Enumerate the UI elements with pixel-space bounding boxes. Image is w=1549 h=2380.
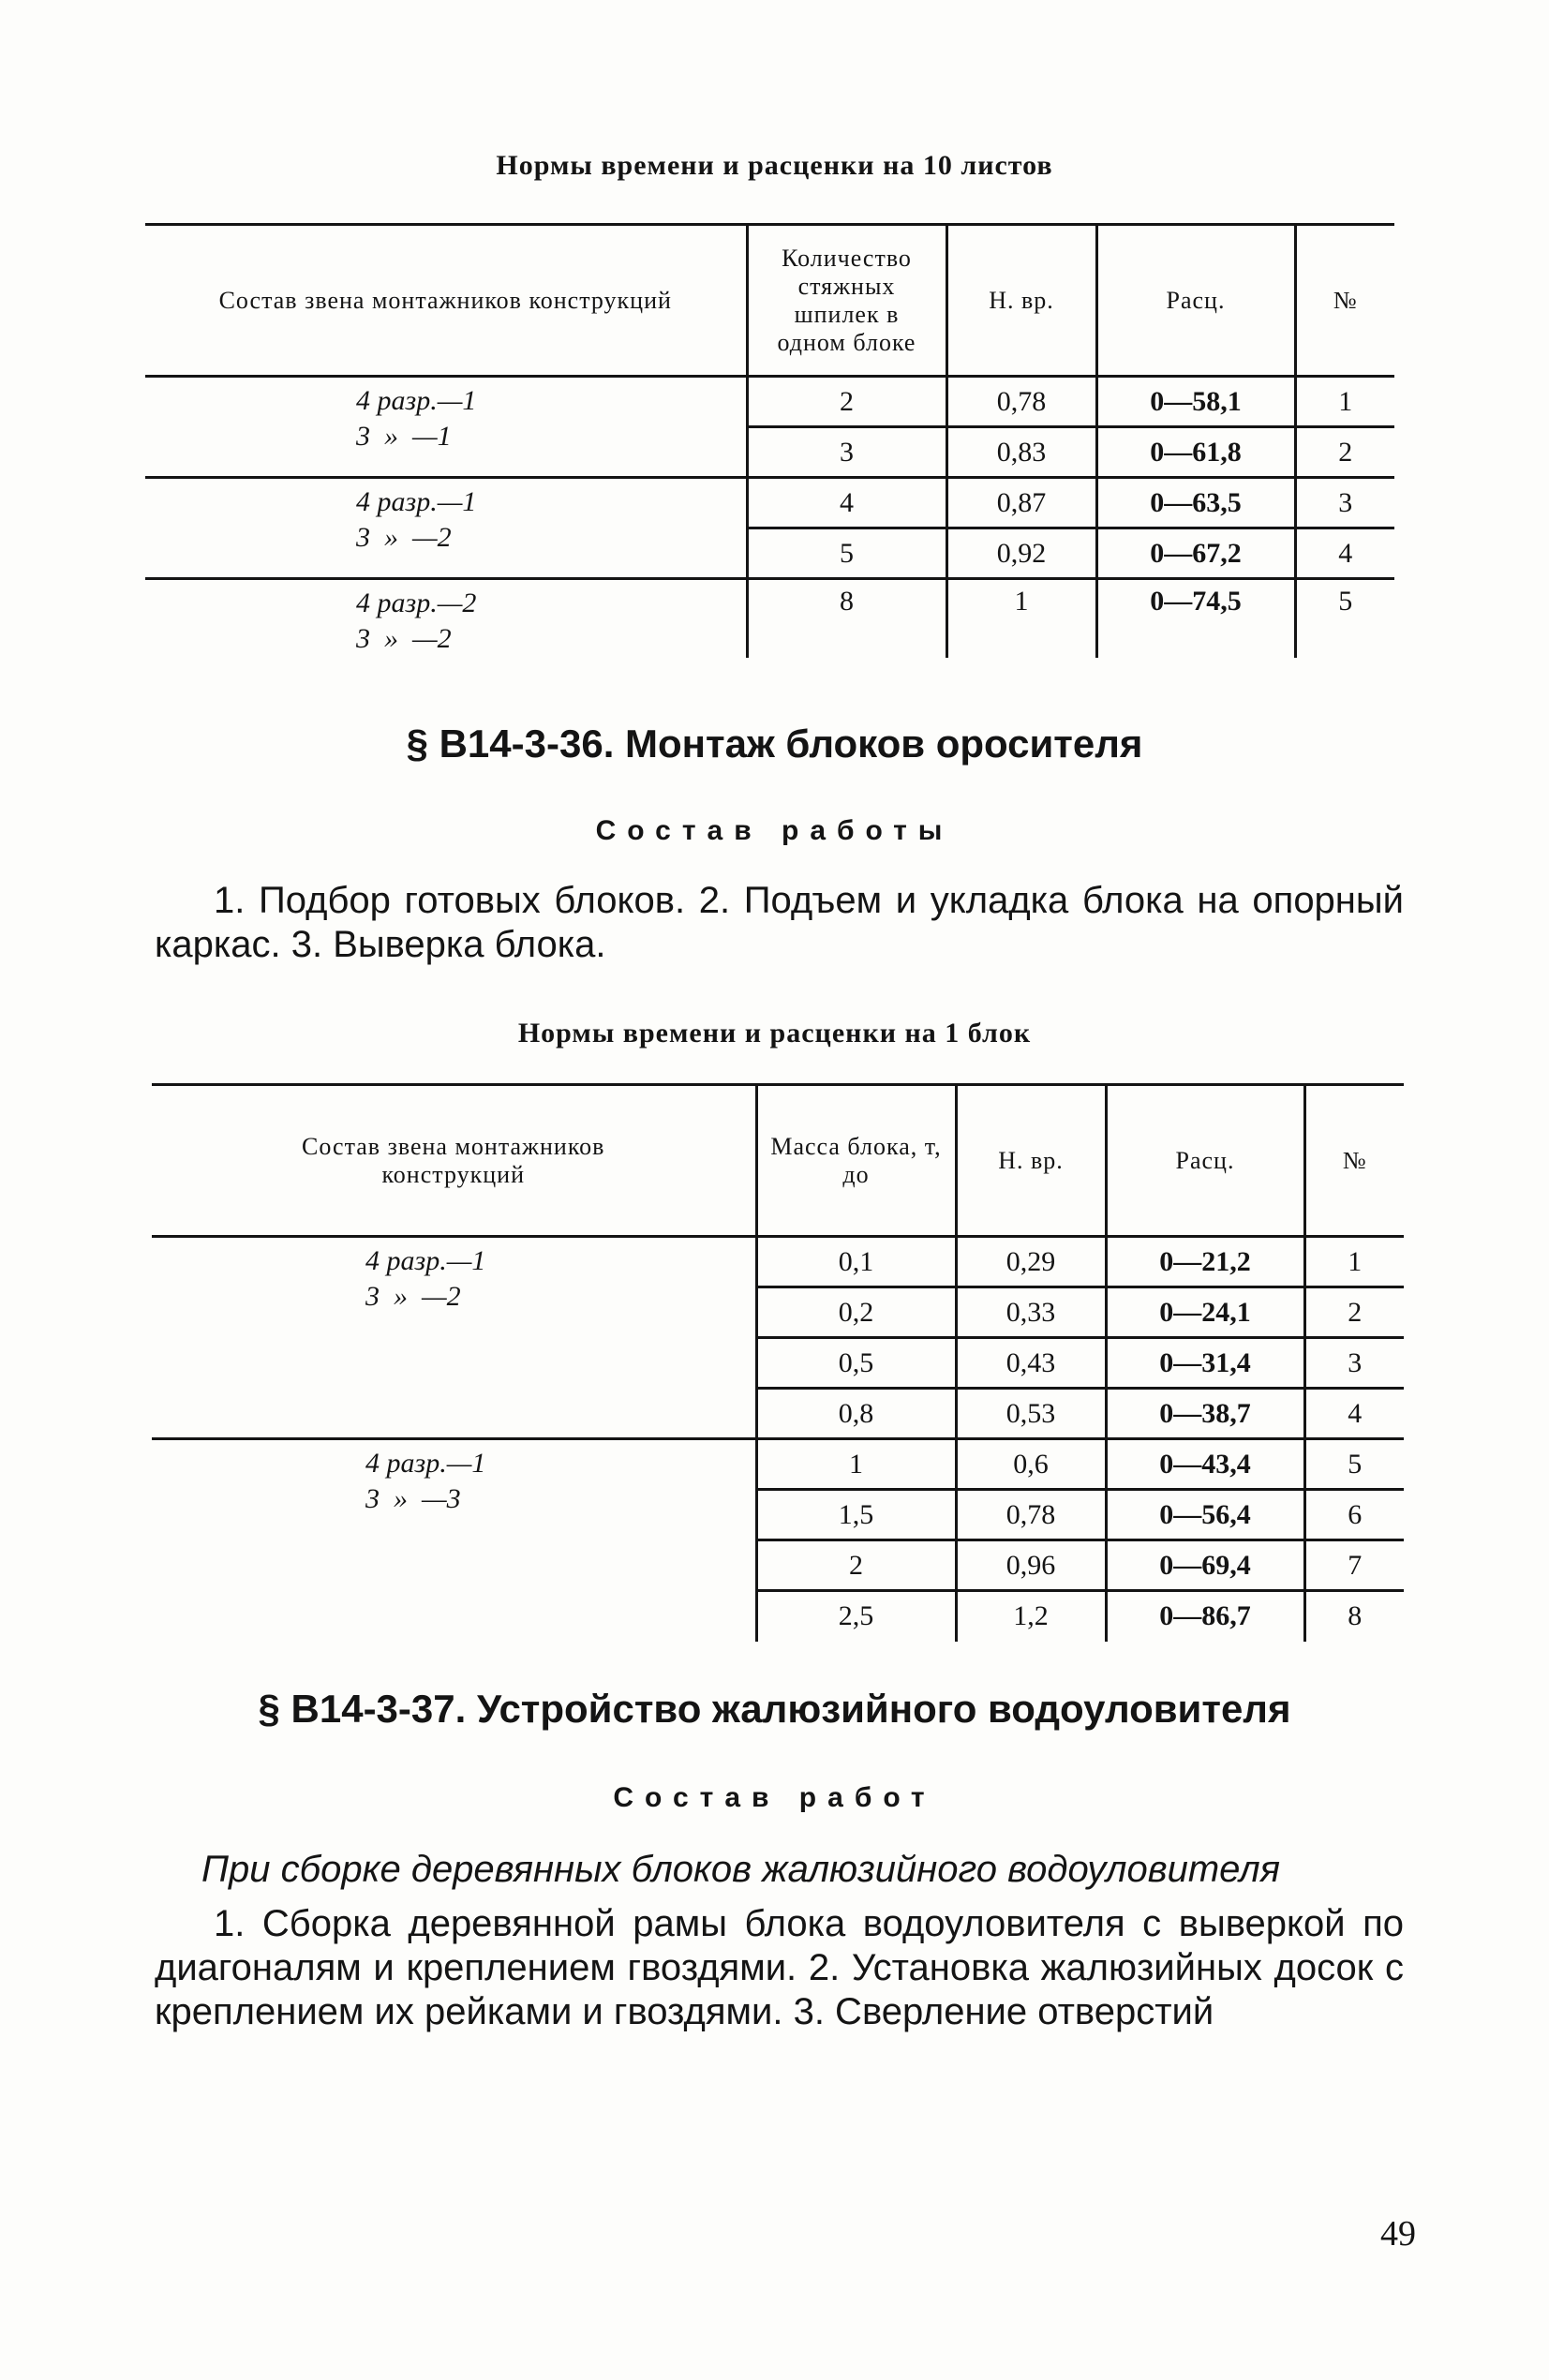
table2-rasc: 0—21,2 xyxy=(1106,1237,1304,1287)
table1-num: 3 xyxy=(1295,478,1394,528)
table1-nvr: 0,92 xyxy=(946,528,1096,579)
table1-crew-1 xyxy=(145,377,747,478)
table1-nvr: 0,87 xyxy=(946,478,1096,528)
table1-num: 4 xyxy=(1295,528,1394,579)
section37-italic-line: При сборке деревянных блоков жалюзийного водоуловителя xyxy=(201,1849,1281,1890)
table1-caption: Нормы времени и расценки на 10 листов xyxy=(496,150,1053,181)
table-row xyxy=(152,1439,1404,1490)
table1-header-num: № xyxy=(1295,225,1394,377)
table1-num: 1 xyxy=(1295,377,1394,427)
section36-heading: § В14-3-36. Монтаж блоков оросителя xyxy=(406,721,1143,766)
table2-mass: 2,5 xyxy=(756,1591,956,1642)
table1-header-qty: Количество стяжных шпилек в одном блоке xyxy=(747,225,946,377)
table2-mass: 1 xyxy=(756,1439,956,1490)
table-row xyxy=(152,1237,1404,1287)
table2-mass: 0,5 xyxy=(756,1338,956,1389)
table2-num: 1 xyxy=(1304,1237,1404,1287)
table1-crew-3 xyxy=(145,579,747,658)
table1-crew-2 xyxy=(145,478,747,579)
section37-subheading: Состав работ xyxy=(613,1782,936,1813)
table2-num: 6 xyxy=(1304,1490,1404,1540)
table-row xyxy=(145,377,1394,427)
crew-line: 4 разр.—1 xyxy=(365,1245,486,1276)
table2-rasc: 0—56,4 xyxy=(1106,1490,1304,1540)
crew-line: 3 » —2 xyxy=(356,522,452,553)
table2-header-crew: Состав звена монтажников конструкций xyxy=(152,1085,756,1237)
table2-nvr: 0,78 xyxy=(956,1490,1106,1540)
table1-nvr: 1 xyxy=(946,579,1096,658)
table2-caption: Нормы времени и расценки на 1 блок xyxy=(517,1018,1032,1049)
table2-header-mass: Масса блока, т, до xyxy=(756,1085,956,1237)
table1-header-rasc: Расц. xyxy=(1096,225,1295,377)
table1-qty: 8 xyxy=(747,579,946,658)
table2-rasc: 0—31,4 xyxy=(1106,1338,1304,1389)
table2-rasc: 0—86,7 xyxy=(1106,1591,1304,1642)
table2-num: 8 xyxy=(1304,1591,1404,1642)
table1-rasc: 0—61,8 xyxy=(1096,427,1295,478)
table2-header-rasc: Расц. xyxy=(1106,1085,1304,1237)
table1-nvr: 0,78 xyxy=(946,377,1096,427)
table2-num: 5 xyxy=(1304,1439,1404,1490)
table1 xyxy=(145,223,1394,658)
table2-mass: 0,2 xyxy=(756,1287,956,1338)
table2-num: 4 xyxy=(1304,1389,1404,1439)
crew-line: 4 разр.—2 xyxy=(356,588,477,618)
table2-mass: 0,1 xyxy=(756,1237,956,1287)
table1-qty: 3 xyxy=(747,427,946,478)
crew-line: 3 » —1 xyxy=(356,421,452,452)
table2-header-nvr: Н. вр. xyxy=(956,1085,1106,1237)
table2-nvr: 0,43 xyxy=(956,1338,1106,1389)
table1-header-nvr: Н. вр. xyxy=(946,225,1096,377)
table2-mass: 1,5 xyxy=(756,1490,956,1540)
table2-crew-2 xyxy=(152,1439,756,1642)
table2-crew-1 xyxy=(152,1237,756,1439)
table1-rasc: 0—74,5 xyxy=(1096,579,1295,658)
table2-rasc: 0—24,1 xyxy=(1106,1287,1304,1338)
table2-rasc: 0—43,4 xyxy=(1106,1439,1304,1490)
table1-qty: 5 xyxy=(747,528,946,579)
table2-nvr: 0,53 xyxy=(956,1389,1106,1439)
table2-mass: 2 xyxy=(756,1540,956,1591)
table2-nvr: 0,29 xyxy=(956,1237,1106,1287)
crew-line: 3 » —2 xyxy=(356,623,452,654)
table1-nvr: 0,83 xyxy=(946,427,1096,478)
crew-line: 3 » —2 xyxy=(365,1281,461,1312)
section36-subheading: Состав работы xyxy=(595,815,954,846)
table1-header-crew: Состав звена монтажников конструкций xyxy=(145,225,747,377)
table2-num: 3 xyxy=(1304,1338,1404,1389)
table1-rasc: 0—67,2 xyxy=(1096,528,1295,579)
section36-text: 1. Подбор готовых блоков. 2. Подъем и укладка блока на опорный каркас. 3. Выверка блока. xyxy=(155,880,1404,965)
table1-qty: 2 xyxy=(747,377,946,427)
section37-heading: § В14-3-37. Устройство жалюзийного водоуловителя xyxy=(258,1687,1291,1731)
table1-num: 5 xyxy=(1295,579,1394,658)
crew-line: 4 разр.—1 xyxy=(356,486,477,517)
section37-text: 1. Сборка деревянной рамы блока водоуловителя с выверкой по диагоналям и креплением гвоздями. 2. Установка жалюзийных досок с креплением их рейками и гвоздями. 3. Сверление отверстий xyxy=(155,1903,1404,2032)
crew-line: 4 разр.—1 xyxy=(365,1448,486,1479)
page-number: 49 xyxy=(1380,2214,1416,2254)
table2-nvr: 0,96 xyxy=(956,1540,1106,1591)
table2-nvr: 0,33 xyxy=(956,1287,1106,1338)
crew-line: 3 » —3 xyxy=(365,1483,461,1514)
table2-num: 2 xyxy=(1304,1287,1404,1338)
crew-line: 4 разр.—1 xyxy=(356,385,477,416)
table2 xyxy=(152,1083,1404,1642)
table2-rasc: 0—69,4 xyxy=(1106,1540,1304,1591)
table2-nvr: 0,6 xyxy=(956,1439,1106,1490)
table2-rasc: 0—38,7 xyxy=(1106,1389,1304,1439)
table2-nvr: 1,2 xyxy=(956,1591,1106,1642)
table1-qty: 4 xyxy=(747,478,946,528)
table-row xyxy=(145,579,1394,658)
table1-num: 2 xyxy=(1295,427,1394,478)
table-row xyxy=(145,478,1394,528)
table1-rasc: 0—58,1 xyxy=(1096,377,1295,427)
table2-header-num: № xyxy=(1304,1085,1404,1237)
table2-num: 7 xyxy=(1304,1540,1404,1591)
table1-rasc: 0—63,5 xyxy=(1096,478,1295,528)
table2-mass: 0,8 xyxy=(756,1389,956,1439)
